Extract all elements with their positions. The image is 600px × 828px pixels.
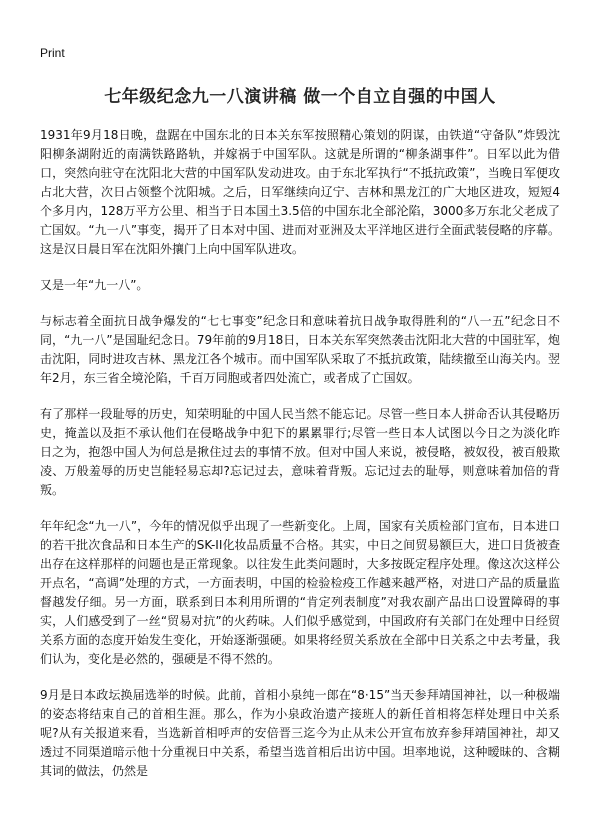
- paragraph-5: 年年纪念“九一八”，今年的情况似乎出现了一些新变化。上周，国家有关质检部门宣布，日本进口的若干批次食品和日本生产的SK-II化妆品质量不合格。其实，中日之间贸易额巨大，进口日货被查出存在这样那样的问题也是正常现象。以往发生此类问题时，大多按既定程序处理。像这次这样公开点名，“高调”处理的方式，一方面表明，中国的检验检疫工作越来越严格，对进口产品的质量监督越发仔细。另一方面，联系到日本利用所谓的“肯定列表制度”对我农副产品出口设置障碍的事实，人们感受到了一丝“贸易对抗”的火药味。人们似乎感觉到，中国政府有关部门在处理中日经贸关系方面的态度开始发生变化，开始逐渐强硬。如果将经贸关系放在全部中日关系之中去考量，我们认为，变化是必然的，强硬是不得不然的。: [40, 519, 560, 666]
- print-link[interactable]: Print: [40, 46, 65, 60]
- paragraph-3: 与标志着全面抗日战争爆发的“七七事变”纪念日和意味着抗日战争取得胜利的“八一五”纪念日不同，“九一八”是国耻纪念日。79年前的9月18日，日本关东军突然袭击沈阳北大营的中国驻军，炮击沈阳，同时进攻吉林、黑龙江各个城市。而中国军队采取了不抵抗政策，陆续撤至山海关内。翌年2月，东三省全境沦陷，千百万同胞或者四处流亡，或者成了亡国奴。: [40, 314, 560, 385]
- paragraph-4: 有了那样一段耻辱的历史，知荣明耻的中国人民当然不能忘记。尽管一些日本人拼命否认其侵略历史，掩盖以及拒不承认他们在侵略战争中犯下的累累罪行;尽管一些日本人试图以今日之为淡化昨日之为，抱怨中国人为何总是揪住过去的事情不放。但对中国人来说，被侵略，被奴役，被百般欺凌、万般羞辱的历史岂能轻易忘却?忘记过去，意味着背叛。忘记过去的耻辱，则意味着加倍的背叛。: [40, 407, 560, 497]
- article-body: [40, 126, 560, 798]
- paragraph-2: 又是一年“九一八”。: [40, 278, 149, 292]
- paragraph-6: 9月是日本政坛换届选举的时候。此前，首相小泉纯一郎在“8·15”当天参拜靖国神社，以一种极端的姿态将结束自己的首相生涯。那么，作为小泉政治遗产接班人的新任首相将怎样处理日中关系呢?从有关报道来看，当选新首相呼声的安倍晋三迄今为止从未公开宣布放弃参拜靖国神社，却又透过不同渠道暗示他十分重视日中关系，希望当选首相后出访中国。坦率地说，这种暧昧的、含糊其词的做法，仍然是: [40, 688, 560, 778]
- document-title: 七年级纪念九一八演讲稿 做一个自立自强的中国人: [104, 87, 496, 107]
- paragraph-1: 1931年9月18日晚，盘踞在中国东北的日本关东军按照精心策划的阴谋，由铁道“守备队”炸毁沈阳柳条湖附近的南满铁路路轨，并嫁祸于中国军队。这就是所谓的“柳条湖事件”。日军以此为借口，突然向驻守在沈阳北大营的中国军队发动进攻。由于东北军执行“不抵抗政策”，当晚日军便攻占北大营，次日占领整个沈阳城。之后，日军继续向辽宁、吉林和黑龙江的广大地区进攻，短短4个多月内，128万平方公里、相当于日本国土3.5倍的中国东北全部沦陷，3000多万东北父老成了亡国奴。“九一八”事变，揭开了日本对中国、进而对亚洲及太平洋地区进行全面武装侵略的序幕。这是汉日晨日军在沈阳外攘门上向中国军队进攻。: [40, 128, 560, 256]
